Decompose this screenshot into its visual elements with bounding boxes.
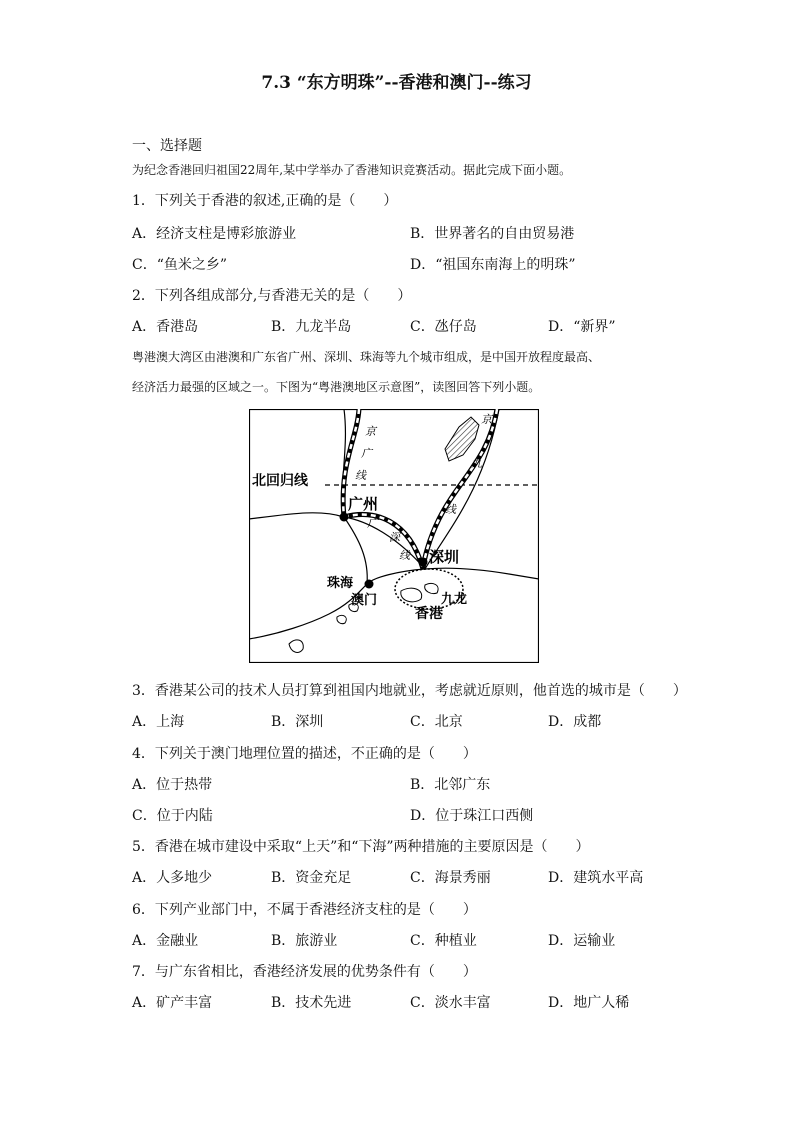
- pearl-river-delta-map: [249, 409, 539, 663]
- intro-text-2a: 粤港澳大湾区由港澳和广东省广州、深圳、珠海等九个城市组成，是中国开放程度最高、: [132, 350, 601, 364]
- q5-option-b[interactable]: B．资金充足: [271, 870, 352, 886]
- q6-option-b[interactable]: B．旅游业: [271, 933, 338, 949]
- guangzhou-dot: [340, 513, 349, 522]
- q1-option-d[interactable]: D．“祖国东南海上的明珠”: [410, 257, 576, 273]
- q6-option-c[interactable]: C．种植业: [410, 933, 477, 949]
- q1-option-c[interactable]: C．“鱼米之乡”: [132, 257, 228, 273]
- q4-option-a[interactable]: A．位于热带: [132, 777, 213, 793]
- zhuhai-dot: [365, 580, 374, 589]
- q3-option-a[interactable]: A．上海: [132, 714, 185, 730]
- guangshen-char: 深: [389, 531, 400, 544]
- zhuhai-label: 珠海: [327, 576, 354, 591]
- guangzhou-label: 广州: [348, 495, 379, 513]
- hongkong-label: 香港: [415, 606, 443, 622]
- q2-option-d[interactable]: D．“新界”: [548, 319, 616, 335]
- section-heading: 一、选择题: [132, 138, 202, 154]
- jingjiu-char: 九: [471, 457, 482, 470]
- tropic-label: 北回归线: [252, 473, 308, 489]
- page-title: 7.3 “东方明珠”--香港和澳门--练习: [261, 73, 532, 93]
- intro-text-2b: 经济活力最强的区域之一。下图为“粤港澳地区示意图”，读图回答下列小题。: [132, 380, 541, 394]
- question-6: 6．下列产业部门中，不属于香港经济支柱的是（ ）: [132, 902, 477, 918]
- q3-option-b[interactable]: B．深圳: [271, 714, 324, 730]
- question-3: 3．香港某公司的技术人员打算到祖国内地就业，考虑就近原则，他首选的城市是（ ）: [132, 683, 687, 699]
- guangshen-char: 线: [399, 549, 410, 562]
- q7-option-c[interactable]: C．淡水丰富: [410, 995, 491, 1011]
- question-7: 7．与广东省相比，香港经济发展的优势条件有（ ）: [132, 964, 477, 980]
- q1-option-b[interactable]: B．世界著名的自由贸易港: [410, 226, 575, 242]
- q7-option-d[interactable]: D．地广人稀: [548, 995, 630, 1011]
- q3-option-d[interactable]: D．成都: [548, 714, 602, 730]
- q6-option-a[interactable]: A．金融业: [132, 933, 199, 949]
- q7-option-b[interactable]: B．技术先进: [271, 995, 352, 1011]
- q4-option-c[interactable]: C．位于内陆: [132, 808, 213, 824]
- q2-option-c[interactable]: C．氹仔岛: [410, 319, 477, 335]
- question-5: 5．香港在城市建设中采取“上天”和“下海”两种措施的主要原因是（ ）: [132, 839, 590, 855]
- jingguang-char: 广: [361, 447, 372, 460]
- q3-option-c[interactable]: C．北京: [410, 714, 463, 730]
- question-1: 1．下列关于香港的叙述,正确的是（ ）: [132, 193, 398, 209]
- intro-text-1: 为纪念香港回归祖国22周年,某中学举办了香港知识竞赛活动。据此完成下面小题。: [132, 163, 572, 177]
- q4-option-b[interactable]: B．北邻广东: [410, 777, 491, 793]
- q1-option-a[interactable]: A．经济支柱是博彩旅游业: [132, 226, 297, 242]
- kowloon-label: 九龙: [441, 592, 468, 607]
- question-4: 4．下列关于澳门地理位置的描述，不正确的是（ ）: [132, 746, 477, 762]
- q6-option-d[interactable]: D．运输业: [548, 933, 616, 949]
- jingjiu-char: 京: [481, 413, 492, 426]
- jingguang-char: 线: [355, 469, 366, 482]
- macau-label: 澳门: [351, 593, 378, 608]
- jingjiu-char: 线: [445, 503, 456, 516]
- q4-option-d[interactable]: D．位于珠江口西侧: [410, 808, 534, 824]
- q5-option-c[interactable]: C．海景秀丽: [410, 870, 491, 886]
- q7-option-a[interactable]: A．矿产丰富: [132, 995, 213, 1011]
- question-2: 2．下列各组成部分,与香港无关的是（ ）: [132, 288, 412, 304]
- q5-option-a[interactable]: A．人多地少: [132, 870, 213, 886]
- jingguang-char: 京: [365, 425, 376, 438]
- q5-option-d[interactable]: D．建筑水平高: [548, 870, 644, 886]
- guangshen-char: 广: [367, 517, 378, 530]
- shenzhen-label: 深圳: [429, 548, 460, 566]
- q2-option-b[interactable]: B．九龙半岛: [271, 319, 352, 335]
- shenzhen-dot: [419, 558, 428, 567]
- q2-option-a[interactable]: A．香港岛: [132, 319, 199, 335]
